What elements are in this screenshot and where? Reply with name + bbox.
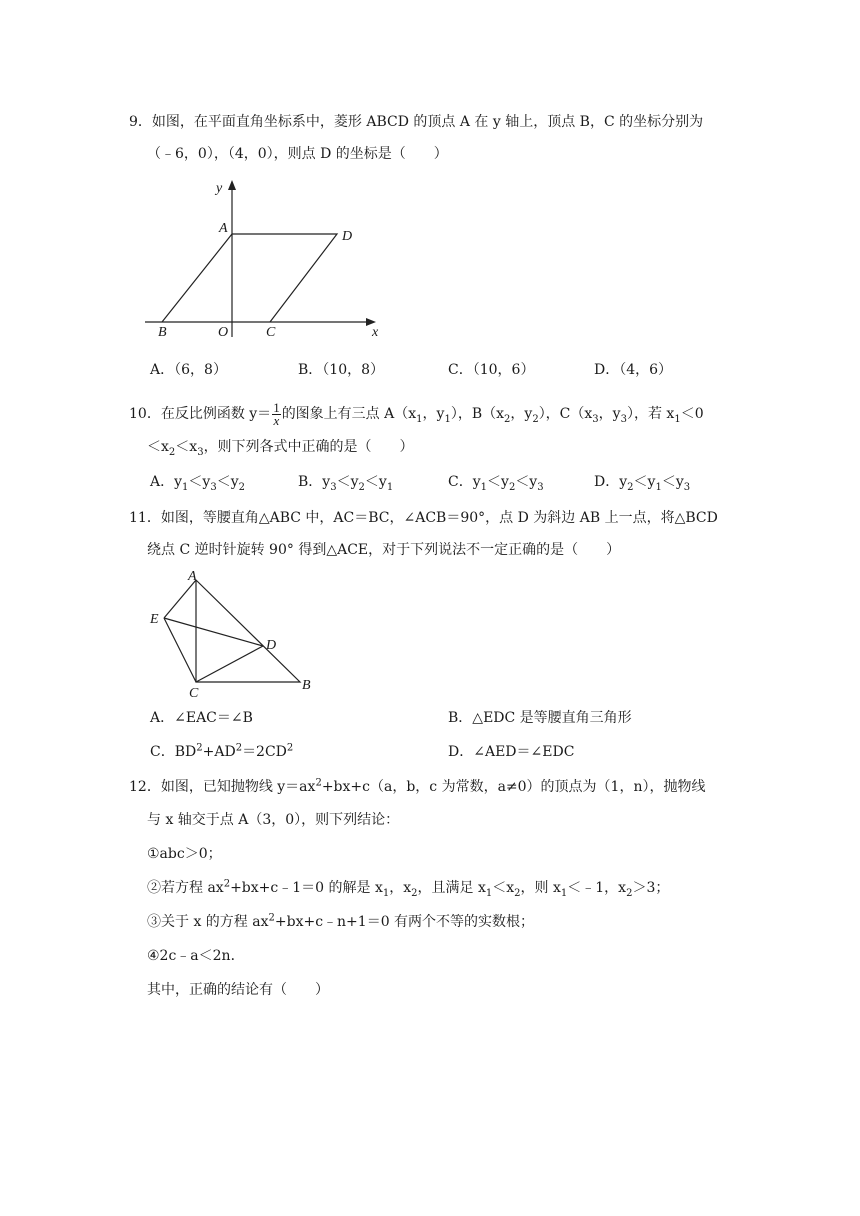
q11-label-d: D bbox=[266, 638, 277, 653]
q9-option-c-label: C． bbox=[448, 362, 473, 378]
q9-option-b[interactable] bbox=[298, 360, 384, 380]
q12-sup: 2 bbox=[315, 777, 322, 789]
q10-option-sub: 3 bbox=[210, 481, 217, 493]
q10-sub: 1 bbox=[444, 413, 451, 425]
q10-option-text: ＜y bbox=[661, 474, 684, 490]
q9-option-b-text: （10，8） bbox=[322, 362, 385, 378]
q11-option-a-label: A． bbox=[150, 710, 175, 726]
q10-option-text: y bbox=[322, 474, 331, 490]
q11-option-a[interactable] bbox=[150, 708, 253, 728]
q9-label-y: y bbox=[216, 181, 223, 196]
q10-text-g: ，y bbox=[598, 406, 621, 422]
q10-option-a-label: A． bbox=[150, 474, 175, 490]
q11-segment-ea bbox=[164, 580, 196, 618]
q11-number: 11． bbox=[129, 510, 161, 526]
q10-text-d: ），B（x bbox=[450, 406, 505, 422]
q10-option-text: ＜y bbox=[188, 474, 211, 490]
q10-option-sub: 2 bbox=[358, 481, 365, 493]
q10-fraction-denominator: x bbox=[273, 412, 280, 428]
q11-segment-ec bbox=[164, 618, 196, 682]
q12-text-b: +bx+c（a，b，c 为常数，a≠0）的顶点为（1，n），抛物线 bbox=[321, 779, 706, 795]
q10-line2 bbox=[147, 437, 414, 457]
q9-option-b-label: B． bbox=[298, 362, 323, 378]
q10-text-f: ），C（x bbox=[538, 406, 593, 422]
q10-option-sub: 3 bbox=[537, 481, 544, 493]
q10-option-c[interactable] bbox=[448, 472, 544, 492]
q10-option-text: ＜y bbox=[216, 474, 239, 490]
q10-sub: 3 bbox=[620, 413, 627, 425]
q10-sub: 3 bbox=[197, 446, 204, 458]
q11-label-c: C bbox=[189, 686, 199, 700]
q9-label-c: C bbox=[266, 325, 276, 340]
q9-option-d-label: D． bbox=[594, 362, 620, 378]
q9-option-a[interactable] bbox=[150, 360, 227, 380]
q12-c2-sub: 2 bbox=[411, 887, 418, 899]
q10-sub: 2 bbox=[168, 446, 176, 458]
q9-line2: （﹣6，0），（4，0），则点 D 的坐标是（ ） bbox=[147, 146, 448, 162]
q12-c2-sub: 2 bbox=[514, 887, 521, 899]
q9-option-a-text: （6，8） bbox=[174, 362, 227, 378]
q10-option-d[interactable] bbox=[594, 472, 690, 492]
q10-option-c-label: C． bbox=[448, 474, 473, 490]
q10-fraction-numerator: 1 bbox=[273, 399, 280, 415]
q12-c2-text: ，x bbox=[389, 880, 412, 896]
q11-option-c-sup: 2 bbox=[235, 742, 243, 754]
q12-c2-sub: 1 bbox=[382, 887, 390, 899]
q11-option-c-sup: 2 bbox=[196, 742, 203, 754]
q11-label-b: B bbox=[302, 678, 311, 693]
q10-option-b[interactable] bbox=[298, 472, 393, 492]
q12-c3-text: +bx+c﹣n+1＝0 有两个不等的实数根； bbox=[274, 914, 535, 930]
q10-line1 bbox=[129, 399, 704, 429]
q12-c3-text: ③关于 x 的方程 ax bbox=[147, 914, 269, 930]
q10-option-text: y bbox=[619, 474, 628, 490]
q10-option-sub: 3 bbox=[683, 481, 691, 493]
q10-option-sub: 3 bbox=[330, 481, 337, 493]
q12-c2-sup: 2 bbox=[223, 878, 231, 890]
q11-option-d-label: D． bbox=[448, 744, 474, 760]
q10-option-b-label: B． bbox=[298, 474, 323, 490]
q12-c2-sub: 1 bbox=[485, 887, 493, 899]
q9-line1 bbox=[129, 112, 703, 132]
q12-conclusion-1: ①abc＞0； bbox=[147, 846, 222, 862]
q12-c2-text: ，且满足 x bbox=[417, 880, 486, 896]
q10-sub: 2 bbox=[504, 413, 511, 425]
q12-line1 bbox=[129, 777, 705, 797]
q10-option-sub: 1 bbox=[655, 481, 662, 493]
q11-option-d-text: ∠AED＝∠EDC bbox=[473, 744, 575, 760]
q9-text-line1: 如图，在平面直角坐标系中，菱形 ABCD 的顶点 A 在 y 轴上，顶点 B，C 的坐标分别为 bbox=[151, 114, 704, 130]
q10-option-text: ＜y bbox=[364, 474, 387, 490]
q10-sub: 3 bbox=[592, 413, 599, 425]
q9-option-d[interactable] bbox=[594, 360, 672, 380]
q9-figure bbox=[140, 172, 400, 342]
q10-sub: 2 bbox=[532, 413, 539, 425]
q10-sub: 1 bbox=[674, 413, 681, 425]
q10-option-text: y bbox=[472, 474, 481, 490]
q12-c2-text: ②若方程 ax bbox=[147, 880, 224, 896]
q12-c2-text: ＞3； bbox=[632, 880, 670, 896]
q10-option-sub: 1 bbox=[386, 481, 394, 493]
q11-option-a-text: ∠EAC＝∠B bbox=[174, 710, 253, 726]
q12-c3-sup: 2 bbox=[268, 912, 275, 924]
q11-option-c-sup: 2 bbox=[286, 742, 294, 754]
q11-text-line1: 如图，等腰直角△ABC 中，AC＝BC，∠ACB＝90°，点 D 为斜边 AB 上一点，将△BCD bbox=[160, 510, 718, 526]
q9-option-c-text: （10，6） bbox=[472, 362, 535, 378]
q12-conclusion-2 bbox=[147, 878, 669, 898]
q10-text-l2c: ，则下列各式中正确的是（ ） bbox=[203, 439, 414, 455]
q10-text-c: ，y bbox=[422, 406, 445, 422]
q10-text-h: ），若 x bbox=[626, 406, 675, 422]
q10-option-text: ＜y bbox=[633, 474, 656, 490]
q10-option-sub: 1 bbox=[182, 481, 189, 493]
q9-label-b: B bbox=[158, 325, 167, 340]
q10-option-sub: 2 bbox=[238, 481, 246, 493]
q12-c2-sub: 1 bbox=[560, 887, 568, 899]
q11-option-c[interactable] bbox=[150, 742, 293, 762]
q11-option-c-text: BD bbox=[174, 744, 197, 760]
q10-text-a: 在反比例函数 y＝ bbox=[160, 406, 272, 422]
q10-option-sub: 1 bbox=[480, 481, 488, 493]
q10-text-i: ＜0 bbox=[680, 406, 704, 422]
q12-c2-text: ＜x bbox=[492, 880, 515, 896]
q10-option-text: ＜y bbox=[336, 474, 359, 490]
q12-c2-text: ＜﹣1，x bbox=[567, 880, 627, 896]
q9-label-d: D bbox=[342, 229, 353, 244]
q9-option-d-text: （4，6） bbox=[619, 362, 673, 378]
q11-label-a: A bbox=[188, 569, 197, 584]
q12-text-a: 如图，已知抛物线 y＝ax bbox=[160, 779, 316, 795]
q10-sub: 1 bbox=[416, 413, 423, 425]
q12-c2-text: +bx+c﹣1＝0 的解是 x bbox=[230, 880, 383, 896]
q10-option-sub: 2 bbox=[627, 481, 634, 493]
q10-option-a[interactable] bbox=[150, 472, 245, 492]
q11-line1 bbox=[129, 508, 718, 528]
q10-text-e: ，y bbox=[510, 406, 533, 422]
q12-conclusion-4: ④2c﹣a＜2n． bbox=[147, 948, 245, 964]
q11-segment-ed bbox=[164, 618, 263, 646]
q9-option-c[interactable] bbox=[448, 360, 534, 380]
q11-option-b-label: B． bbox=[448, 710, 473, 726]
q12-conclusion-3 bbox=[147, 912, 534, 932]
q10-text-l2a: ＜x bbox=[147, 439, 169, 455]
q9-label-o: O bbox=[218, 325, 229, 340]
q9-rhombus bbox=[162, 234, 337, 322]
q12-c2-text: ，则 x bbox=[520, 880, 561, 896]
q12-line2: 与 x 轴交于点 A（3，0），则下列结论： bbox=[147, 812, 400, 828]
q11-segment-cd bbox=[196, 646, 263, 682]
q9-option-a-label: A． bbox=[150, 362, 175, 378]
q12-question: 其中，正确的结论有（ ） bbox=[147, 982, 329, 998]
q11-option-b[interactable] bbox=[448, 708, 632, 728]
q11-option-b-text: △EDC 是等腰直角三角形 bbox=[472, 710, 632, 726]
q12-c2-sub: 2 bbox=[626, 887, 633, 899]
q11-figure bbox=[140, 566, 330, 700]
q10-text-l2b: ＜x bbox=[175, 439, 198, 455]
q10-fraction bbox=[272, 399, 281, 428]
q10-option-d-label: D． bbox=[594, 474, 620, 490]
q11-label-e: E bbox=[150, 612, 159, 627]
q11-line2: 绕点 C 逆时针旋转 90° 得到△ACE，对于下列说法不一定正确的是（ ） bbox=[147, 542, 621, 558]
q10-option-text: y bbox=[174, 474, 183, 490]
q10-option-sub: 2 bbox=[508, 481, 516, 493]
q9-label-a: A bbox=[219, 221, 228, 236]
q10-number: 10． bbox=[129, 406, 161, 422]
q9-label-x: x bbox=[372, 325, 379, 340]
q12-number: 12． bbox=[129, 779, 161, 795]
q9-y-arrow-icon bbox=[228, 180, 236, 190]
q11-option-c-label: C． bbox=[150, 744, 175, 760]
q11-option-c-text: ＝2CD bbox=[242, 744, 287, 760]
q11-option-d[interactable] bbox=[448, 742, 574, 762]
q9-number: 9． bbox=[129, 114, 152, 130]
q10-option-text: ＜y bbox=[515, 474, 538, 490]
q10-option-text: ＜y bbox=[487, 474, 509, 490]
q10-text-b: 的图象上有三点 A（x bbox=[281, 406, 417, 422]
q11-option-c-text: +AD bbox=[202, 744, 236, 760]
